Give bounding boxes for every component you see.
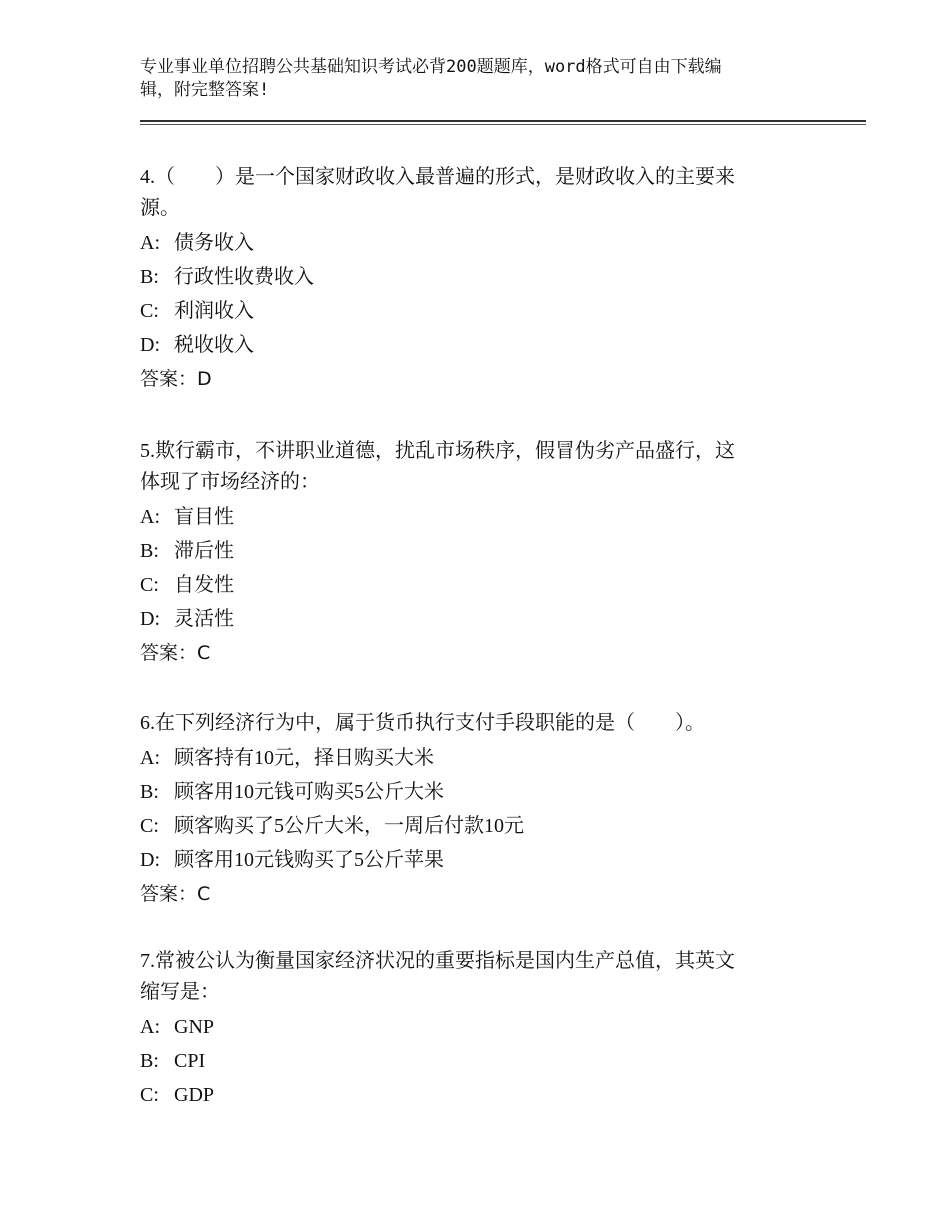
option-letter: B: (140, 266, 159, 288)
option-a (140, 741, 800, 775)
option-letter: C: (140, 300, 159, 322)
option-letter: A: (140, 506, 160, 528)
header-divider-thick (140, 120, 866, 122)
option-text: 利润收入 (174, 300, 254, 322)
question-stem-line-2: 源。 (140, 197, 180, 219)
option-letter: C: (140, 815, 159, 837)
question-stem-line-2: 缩写是： (140, 981, 220, 1003)
option-b (140, 260, 800, 294)
option-text: 盲目性 (174, 506, 234, 528)
question-4 (140, 162, 800, 396)
option-a (140, 500, 800, 534)
option-a (140, 1010, 800, 1044)
question-6 (140, 708, 800, 911)
option-b (140, 1044, 800, 1078)
question-stem-line-2: 体现了市场经济的： (140, 471, 320, 493)
option-text: 灵活性 (174, 608, 234, 630)
option-text: GNP (174, 1016, 215, 1038)
option-c (140, 568, 800, 602)
option-c (140, 1078, 800, 1112)
option-letter: A: (140, 232, 160, 254)
option-d (140, 602, 800, 636)
question-stem-line-1: 7.常被公认为衡量国家经济状况的重要指标是国内生产总值，其英文 (140, 950, 735, 972)
option-letter: C: (140, 574, 159, 596)
answer-line: 答案：C (140, 642, 211, 664)
option-letter: D: (140, 608, 160, 630)
option-text: 债务收入 (174, 232, 254, 254)
option-d (140, 843, 800, 877)
option-text: 顾客用10元钱购买了5公斤苹果 (174, 849, 444, 871)
option-letter: D: (140, 334, 160, 356)
question-stem-line-1: 5.欺行霸市，不讲职业道德，扰乱市场秩序，假冒伪劣产品盛行，这 (140, 440, 735, 462)
option-letter: A: (140, 1016, 160, 1038)
option-text: 自发性 (174, 574, 234, 596)
answer-line: 答案：C (140, 883, 211, 905)
option-letter: C: (140, 1084, 159, 1106)
option-letter: A: (140, 747, 160, 769)
option-d (140, 328, 800, 362)
option-letter: B: (140, 1050, 159, 1072)
option-text: 顾客持有10元，择日购买大米 (174, 747, 434, 769)
question-5 (140, 436, 800, 670)
option-b (140, 775, 800, 809)
header-divider-thin (140, 124, 866, 125)
option-letter: B: (140, 540, 159, 562)
header-line-2: 辑，附完整答案! (140, 80, 270, 100)
header-line-1: 专业事业单位招聘公共基础知识考试必背200题题库，word格式可自由下载编 (140, 57, 722, 77)
option-a (140, 226, 800, 260)
option-text: 顾客购买了5公斤大米，一周后付款10元 (174, 815, 524, 837)
option-c (140, 809, 800, 843)
answer-line: 答案：D (140, 368, 212, 390)
option-text: 顾客用10元钱可购买5公斤大米 (174, 781, 444, 803)
option-letter: D: (140, 849, 160, 871)
option-b (140, 534, 800, 568)
option-text: 滞后性 (174, 540, 234, 562)
option-text: 行政性收费收入 (174, 266, 314, 288)
option-text: CPI (174, 1050, 206, 1072)
option-text: GDP (174, 1084, 215, 1106)
option-c (140, 294, 800, 328)
option-text: 税收收入 (174, 334, 254, 356)
option-letter: B: (140, 781, 159, 803)
question-7 (140, 946, 800, 1112)
question-stem-line-1: 4.（ ）是一个国家财政收入最普遍的形式，是财政收入的主要来 (140, 166, 735, 188)
document-header (140, 56, 800, 102)
question-stem-line-1: 6.在下列经济行为中，属于货币执行支付手段职能的是（ ）。 (140, 712, 705, 734)
